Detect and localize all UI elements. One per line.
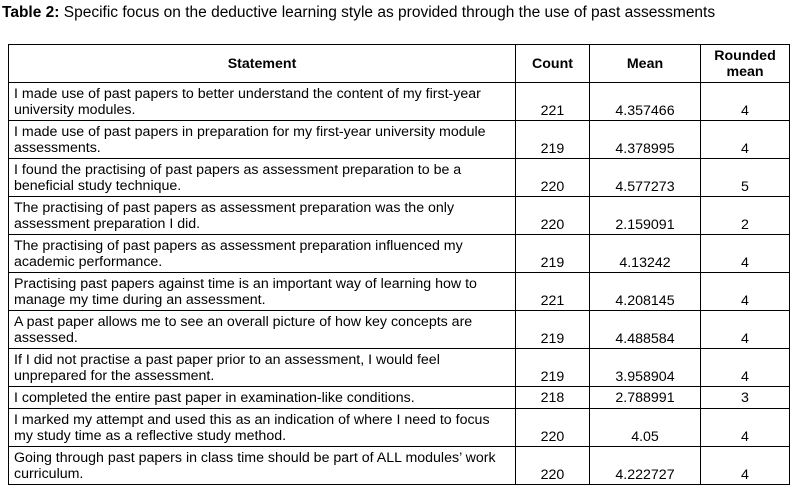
count-cell: 221	[516, 83, 590, 121]
mean-cell: 4.13242	[590, 235, 701, 273]
caption-text: Specific focus on the deductive learning style as provided through the use of past assessments	[63, 4, 716, 21]
header-count: Count	[516, 45, 590, 83]
statement-cell: Practising past papers against time is an important way of learning how to manage my time during an assessment.	[9, 273, 516, 311]
table-row	[9, 311, 790, 349]
table-row	[9, 273, 790, 311]
statement-cell: A past paper allows me to see an overall picture of how key concepts are assessed.	[9, 311, 516, 349]
header-mean: Mean	[590, 45, 701, 83]
statement-cell: If I did not practise a past paper prior to an assessment, I would feel unprepared for the assessment.	[9, 349, 516, 387]
rounded-mean-cell: 4	[701, 273, 790, 311]
rounded-mean-cell: 4	[701, 349, 790, 387]
mean-cell: 4.222727	[590, 447, 701, 485]
table-row	[9, 121, 790, 159]
header-row	[9, 45, 790, 83]
header-statement: Statement	[9, 45, 516, 83]
count-cell: 219	[516, 311, 590, 349]
rounded-mean-cell: 4	[701, 311, 790, 349]
mean-cell: 3.958904	[590, 349, 701, 387]
mean-cell: 4.05	[590, 409, 701, 447]
statement-cell: I found the practising of past papers as assessment preparation to be a beneficial study technique.	[9, 159, 516, 197]
mean-cell: 4.208145	[590, 273, 701, 311]
count-cell: 218	[516, 387, 590, 409]
statement-cell: The practising of past papers as assessment preparation was the only assessment preparation I did.	[9, 197, 516, 235]
statement-cell: The practising of past papers as assessment preparation influenced my academic performance.	[9, 235, 516, 273]
rounded-mean-cell: 4	[701, 447, 790, 485]
rounded-mean-cell: 4	[701, 409, 790, 447]
table-row	[9, 409, 790, 447]
count-cell: 219	[516, 121, 590, 159]
mean-cell: 2.159091	[590, 197, 701, 235]
statement-cell: I completed the entire past paper in examination-like conditions.	[9, 387, 516, 409]
rounded-mean-cell: 2	[701, 197, 790, 235]
mean-cell: 2.788991	[590, 387, 701, 409]
rounded-mean-cell: 4	[701, 235, 790, 273]
header-rounded-line1: Rounded	[714, 47, 776, 64]
table-row	[9, 235, 790, 273]
count-cell: 219	[516, 235, 590, 273]
count-cell: 219	[516, 349, 590, 387]
count-cell: 220	[516, 447, 590, 485]
table-row	[9, 197, 790, 235]
mean-cell: 4.577273	[590, 159, 701, 197]
table-caption	[2, 4, 715, 22]
table-row	[9, 83, 790, 121]
count-cell: 221	[516, 273, 590, 311]
mean-cell: 4.488584	[590, 311, 701, 349]
table-row	[9, 349, 790, 387]
statement-cell: I made use of past papers to better understand the content of my first-year university modules.	[9, 83, 516, 121]
count-cell: 220	[516, 159, 590, 197]
results-table	[8, 44, 790, 485]
statement-cell: I made use of past papers in preparation for my first-year university module assessments.	[9, 121, 516, 159]
count-cell: 220	[516, 409, 590, 447]
mean-cell: 4.378995	[590, 121, 701, 159]
rounded-mean-cell: 3	[701, 387, 790, 409]
table-row	[9, 387, 790, 409]
count-cell: 220	[516, 197, 590, 235]
rounded-mean-cell: 5	[701, 159, 790, 197]
caption-label: Table 2:	[2, 4, 60, 21]
header-rounded-line2: mean	[726, 63, 764, 80]
statement-cell: Going through past papers in class time should be part of ALL modules’ work curriculum.	[9, 447, 516, 485]
table-body	[9, 83, 790, 485]
table-row	[9, 159, 790, 197]
table-row	[9, 447, 790, 485]
rounded-mean-cell: 4	[701, 121, 790, 159]
mean-cell: 4.357466	[590, 83, 701, 121]
header-rounded-mean	[701, 45, 790, 83]
rounded-mean-cell: 4	[701, 83, 790, 121]
statement-cell: I marked my attempt and used this as an indication of where I need to focus my study time as a reflective study method.	[9, 409, 516, 447]
